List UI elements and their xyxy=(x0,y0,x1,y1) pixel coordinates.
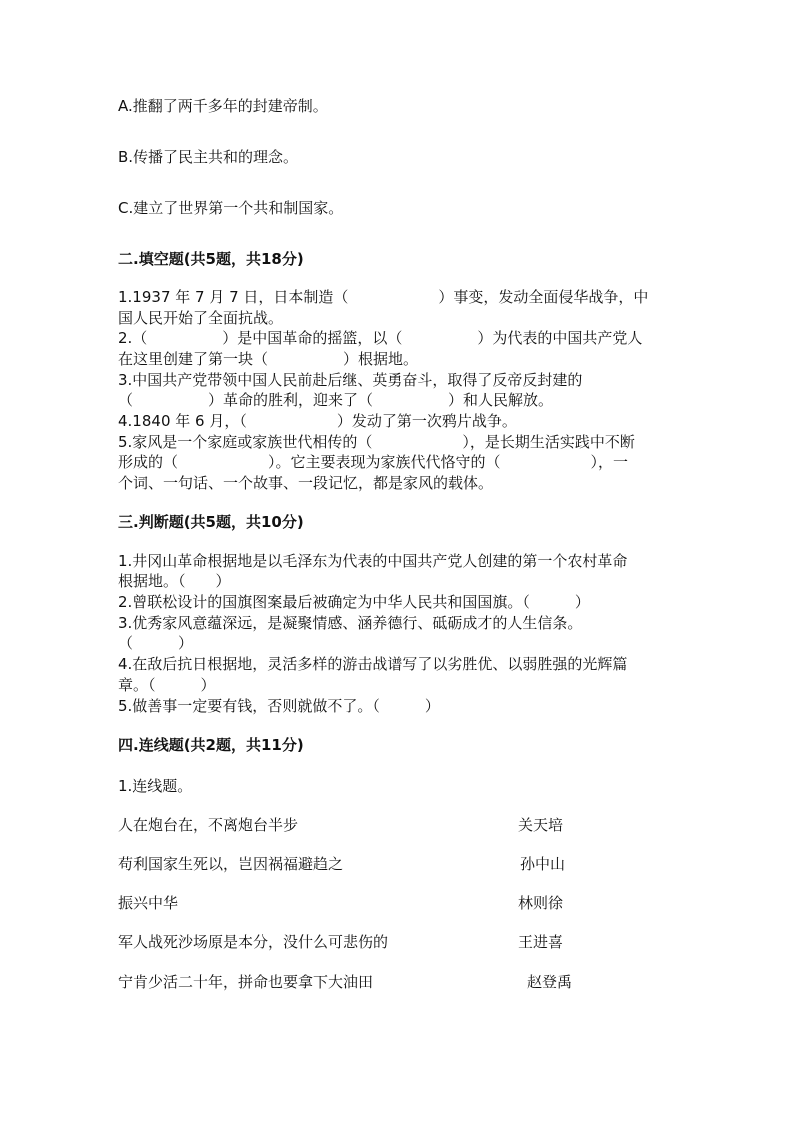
match-right-item: 孙中山 xyxy=(520,855,566,873)
option-b: B.传播了民主共和的理念。 xyxy=(118,148,299,166)
match-left-item: 军人战死沙场原是本分，没什么可悲伤的 xyxy=(118,933,389,951)
fill-line: 4.1840 年 6 月，（ ）发动了第一次鸦片战争。 xyxy=(118,412,517,430)
fill-line: 1.1937 年 7 月 7 日，日本制造（ ）事变，发动全面侵华战争，中 xyxy=(118,288,649,306)
fill-line: （ ）革命的胜利，迎来了（ ）和人民解放。 xyxy=(118,391,554,409)
match-right-item: 关天培 xyxy=(518,816,564,834)
match-left-item: 人在炮台在，不离炮台半步 xyxy=(118,816,299,834)
judge-line: 2.曾联松设计的国旗图案最后被确定为中华人民共和国国旗。（ ） xyxy=(118,593,590,611)
judge-line: 根据地。（ ） xyxy=(118,572,231,590)
fill-line: 形成的（ ）。它主要表现为家族代代恪守的（ ），一 xyxy=(118,453,629,471)
match-right-item: 林则徐 xyxy=(518,894,564,912)
section-4-title: 四.连线题(共2题，共11分) xyxy=(118,736,304,754)
judge-line: 章。（ ） xyxy=(118,676,216,694)
option-c: C.建立了世界第一个共和制国家。 xyxy=(118,199,344,217)
fill-line: 2.（ ）是中国革命的摇篮，以（ ）为代表的中国共产党人 xyxy=(118,329,643,347)
option-a: A.推翻了两千多年的封建帝制。 xyxy=(118,97,328,115)
fill-line: 个词、一句话、一个故事、一段记忆，都是家风的载体。 xyxy=(118,474,494,492)
match-left-item: 宁肯少活二十年，拼命也要拿下大油田 xyxy=(118,973,374,991)
section-3-title: 三.判断题(共5题，共10分) xyxy=(118,513,304,531)
match-right-item: 王进喜 xyxy=(518,933,564,951)
fill-line: 国人民开始了全面抗战。 xyxy=(118,309,284,327)
judge-line: 5.做善事一定要有钱，否则就做不了。（ ） xyxy=(118,697,440,715)
match-right-item: 赵登禹 xyxy=(527,973,573,991)
judge-line: 1.井冈山革命根据地是以毛泽东为代表的中国共产党人创建的第一个农村革命 xyxy=(118,552,628,570)
judge-line: 3.优秀家风意蕴深远，是凝聚情感、涵养德行、砥砺成才的人生信条。 xyxy=(118,614,583,632)
judge-line: 4.在敌后抗日根据地，灵活多样的游击战谱写了以劣胜优、以弱胜强的光辉篇 xyxy=(118,655,628,673)
match-left-item: 振兴中华 xyxy=(118,894,179,912)
fill-line: 3.中国共产党带领中国人民前赴后继、英勇奋斗，取得了反帝反封建的 xyxy=(118,371,583,389)
match-left-item: 苟利国家生死以，岂因祸福避趋之 xyxy=(118,855,344,873)
judge-line: （ ） xyxy=(118,634,194,652)
section-2-title: 二.填空题(共5题，共18分) xyxy=(118,250,304,268)
fill-line: 5.家风是一个家庭或家族世代相传的（ ），是长期生活实践中不断 xyxy=(118,433,635,451)
fill-line: 在这里创建了第一块（ ）根据地。 xyxy=(118,350,419,368)
matching-question: 1.连线题。 xyxy=(118,777,193,795)
